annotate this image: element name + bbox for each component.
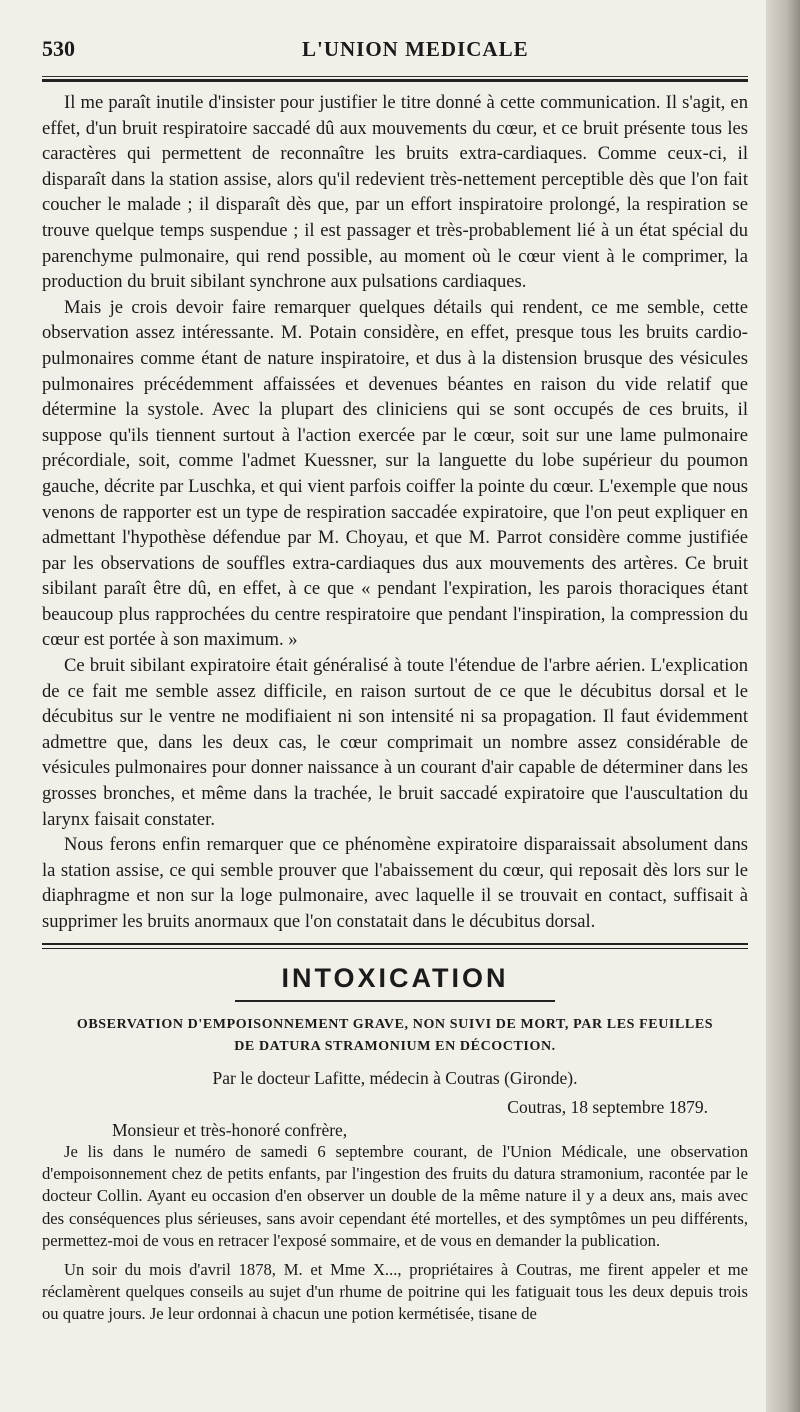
section-divider-thin [42,948,748,949]
page-edge [766,0,800,1412]
salutation: Monsieur et très-honoré confrère, [112,1119,348,1140]
letter-paragraph: Je lis dans le numéro de samedi 6 septembre courant, de l'Union Médicale, une observation d'empoisonnement chez de petits enfants, par l'ingestion des fruits du datura stramonium, racontée par le docteur Collin. Ayant eu occasion d'en observer un double de la même nature il y a deux ans, mais avec des conséquences plus sérieuses, sans avoir cependant été mortelles, et des symptômes un peu différents, permettez-moi de vous en retracer l'exposé sommaire, et de vous en demander la publication. [42,1141,748,1251]
article-title-line: DE DATURA STRAMONIUM EN DÉCOCTION. [234,1038,556,1054]
running-header [42,36,748,70]
article-title [42,1014,748,1058]
paragraph: Ce bruit sibilant expiratoire était généralisé à toute l'étendue de l'arbre aérien. L'explication de ce fait me semble assez difficile, en raison surtout de ce que le décubitus dorsal et le décubitus sur le ventre ne modifiaient ni son intensité ni sa propagation. Il faut évidemment admettre que, dans les deux cas, le cœur comprimait un nombre assez considérable de vésicules pulmonaires pour donner naissance à un courant d'air capable de déterminer dans les grosses bronches, et même dans la trachée, le bruit saccadé expiratoire que l'auscultation du larynx faisait constater. [42,655,748,830]
section-title: INTOXICATION [281,962,509,993]
paragraph: Il me paraît inutile d'insister pour justifier le titre donné à cette communication. Il s'agit, en effet, d'un bruit respiratoire saccadé dû aux mouvements du cœur, et ce bruit présente tous les caractères qui permettent de reconnaître les bruits extra-cardiaques. Comme ceux-ci, il disparaît dans la station assise, alors qu'il redevient très-nettement perceptible dès que l'on fait coucher le malade ; il disparaît dès que, par un effort inspiratoire prolongé, la respiration se trouve quelque temps suspendue ; il est passager et très-probablement lié à un état spécial du parenchyme pulmonaire, qui rend possible, au moment où le cœur vient à le comprimer, la production du bruit sibilant synchrone aux pulsations cardiaques. [42,92,748,293]
dateline: Coutras, 18 septembre 1879. [507,1096,708,1117]
paragraph: Nous ferons enfin remarquer que ce phénomène expiratoire disparaissait absolument dans la station assise, ce qui semble prouver que l'abaissement du cœur, qui reposait dès lors sur le diaphragme et non sur la loge pulmonaire, avec laquelle il se trouvait en contact, suffisait à supprimer les bruits anormaux que l'on constatait dans le décubitus dorsal. [42,834,748,932]
letter-body [42,1141,748,1326]
article-title-line: OBSERVATION D'EMPOISONNEMENT GRAVE, NON SUIVI DE MORT, PAR LES FEUILLES [76,1016,714,1032]
running-title: L'UNION MEDICALE [302,37,529,61]
header-rule [42,76,748,77]
body-text [42,90,748,935]
paragraph: Mais je crois devoir faire remarquer quelques détails qui rendent, ce me semble, cette observation assez intéressante. M. Potain considère, en effet, presque tous les bruits cardio-pulmonaires comme étant de nature inspiratoire, et dus à la distension brusque des vésicules pulmonaires précédemment affaissées et devenues béantes en raison du vide relatif que détermine la systole. Avec la plupart des cliniciens qui se sont occupés de ces bruits, il suppose qu'ils tiennent surtout à l'action exercée par le cœur, soit sur une lame pulmonaire précordiale, soit, comme l'admet Kuessner, sur la languette du lobe supérieur du poumon gauche, décrite par Luschka, et qui vient parfois coiffer la pointe du cœur. L'exemple que nous venons de rapporter est un type de respiration saccadée expiratoire, que l'on peut expliquer en admettant l'hypothèse défendue par M. Choyau, et que M. Parrot considère comme justifiée par les observations de souffles extra-cardiaques dus aux mouvements des artères. Ce bruit sibilant paraît être dû, en effet, à ce que « pendant l'expiration, les parois thoraciques étant beaucoup plus rapprochées du centre respiratoire que pendant l'inspiration, la compression du cœur est portée à son maximum. » [42,296,748,651]
byline: Par le docteur Lafitte, médecin à Coutras (Gironde). [212,1067,578,1088]
letter-paragraph: Un soir du mois d'avril 1878, M. et Mme X..., propriétaires à Coutras, me firent appeler et me réclamèrent quelques conseils au sujet d'un rhume de poitrine qui les fatiguait tous les deux depuis trois ou quatre jours. Je leur ordonnai à chacun une potion kermétisée, tisane de [42,1259,748,1324]
section-title-underline [235,1000,555,1002]
section-divider [42,943,748,945]
page-number: 530 [42,36,75,61]
header-rule-thick [42,79,748,82]
